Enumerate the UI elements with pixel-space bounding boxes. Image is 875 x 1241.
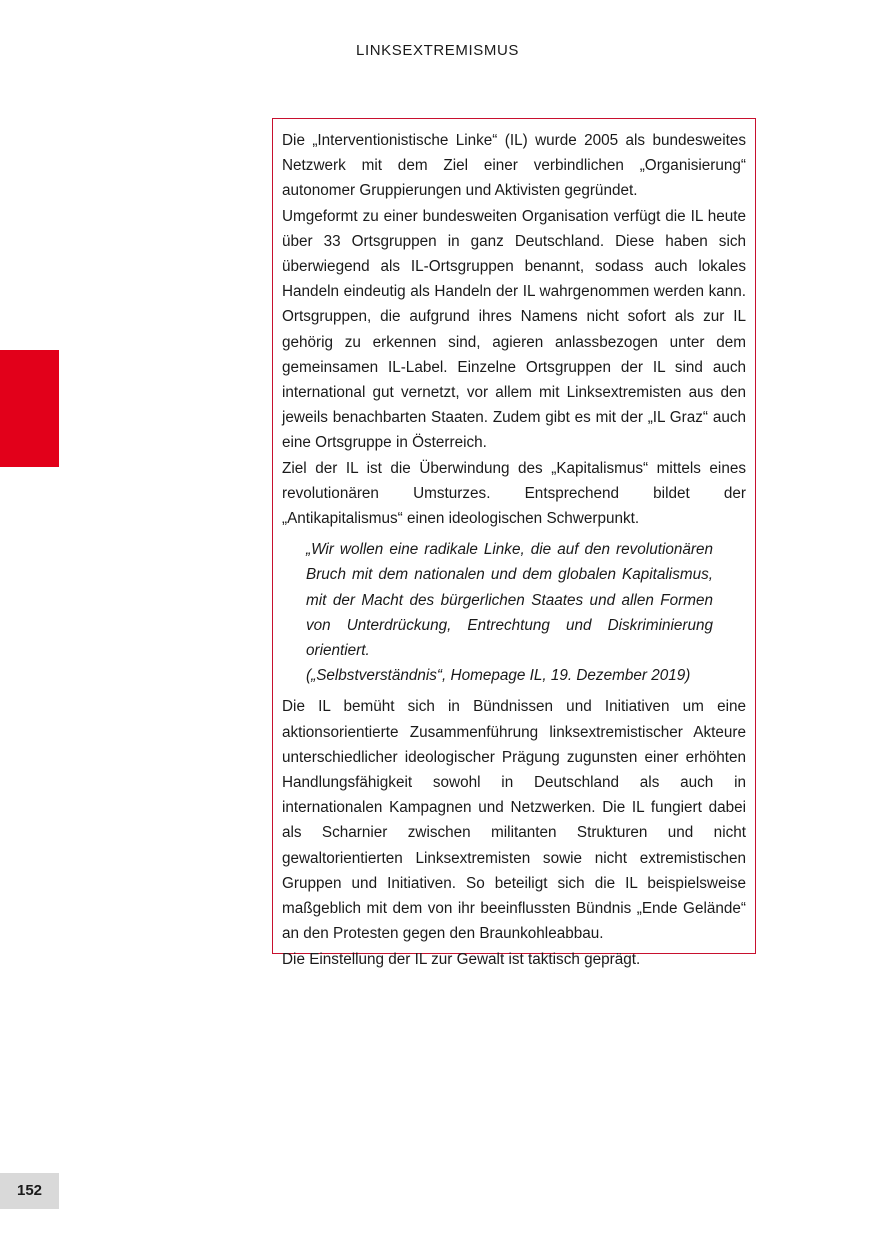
box-paragraph-5: Die Einstellung der IL zur Gewalt ist taktisch geprägt.: [282, 950, 641, 968]
box-paragraph-1: Die „Interventionistische Linke“ (IL) wurde 2005 als bundesweites Netzwerk mit dem Ziel einer verbindlichen „Organisierung“ autonomer Gruppierungen und Aktivisten gegründet.: [282, 132, 746, 200]
box-paragraph-2: Umgeformt zu einer bundesweiten Organisation verfügt die IL heute über 33 Ortsgruppen in ganz Deutschland. Diese haben sich überwiegend als IL-Ortsgruppen benannt, sodass auch lokales Handeln eindeutig als Handeln der IL wahrgenommen werden kann. Ortsgruppen, die aufgrund ihres Namens nicht sofort als zur IL gehörig zu erkennen sind, agieren anlassbezogen unter dem gemeinsamen IL-Label. Einzelne Ortsgruppen der IL sind auch international gut vernetzt, vor allem mit Linksextremisten aus den jeweils benachbarten Staaten. Zudem gibt es mit der „IL Graz“ auch eine Ortsgruppe in Österreich.: [282, 207, 746, 452]
page-number: 152: [0, 1173, 59, 1209]
quote-source: („Selbstverständnis“, Homepage IL, 19. Dezember 2019): [306, 667, 691, 685]
info-box: [272, 118, 756, 968]
box-paragraph-3: Ziel der IL ist die Überwindung des „Kapitalismus“ mittels eines revolutionären Umsturzes. Entsprechend bildet der „Antikapitalismus“ einen ideologischen Schwerpunkt.: [282, 459, 746, 528]
running-header: LINKSEXTREMISMUS: [356, 42, 519, 59]
box-paragraph-4: Die IL bemüht sich in Bündnissen und Initiativen um eine aktionsorientierte Zusammenführung linksextremistischer Akteure unterschiedlicher ideologischer Prägung zugunsten einer erhöhten Handlungsfähigkeit sowohl in Deutschland als auch in internationalen Kampagnen und Netzwerken. Die IL fungiert dabei als Scharnier zwischen militanten Strukturen und nicht gewaltorientierten Linksextremisten sowie nicht extremistischen Gruppen und Initiativen. So beteiligt sich die IL beispielsweise maßgeblich mit dem von ihr beeinflussten Bündnis „Ende Gelände“ an den Protesten gegen den Braunkohleabbau.: [282, 698, 746, 943]
chapter-side-tab: [0, 350, 59, 467]
block-quote: [306, 537, 713, 688]
quote-text: „Wir wollen eine radikale Linke, die auf den revolutionären Bruch mit dem nationalen und dem globalen Kapitalismus, mit der Macht des bürgerlichen Staates und allen Formen von Unterdrückung, Entrechtung und Diskriminierung orientiert.: [306, 541, 713, 660]
